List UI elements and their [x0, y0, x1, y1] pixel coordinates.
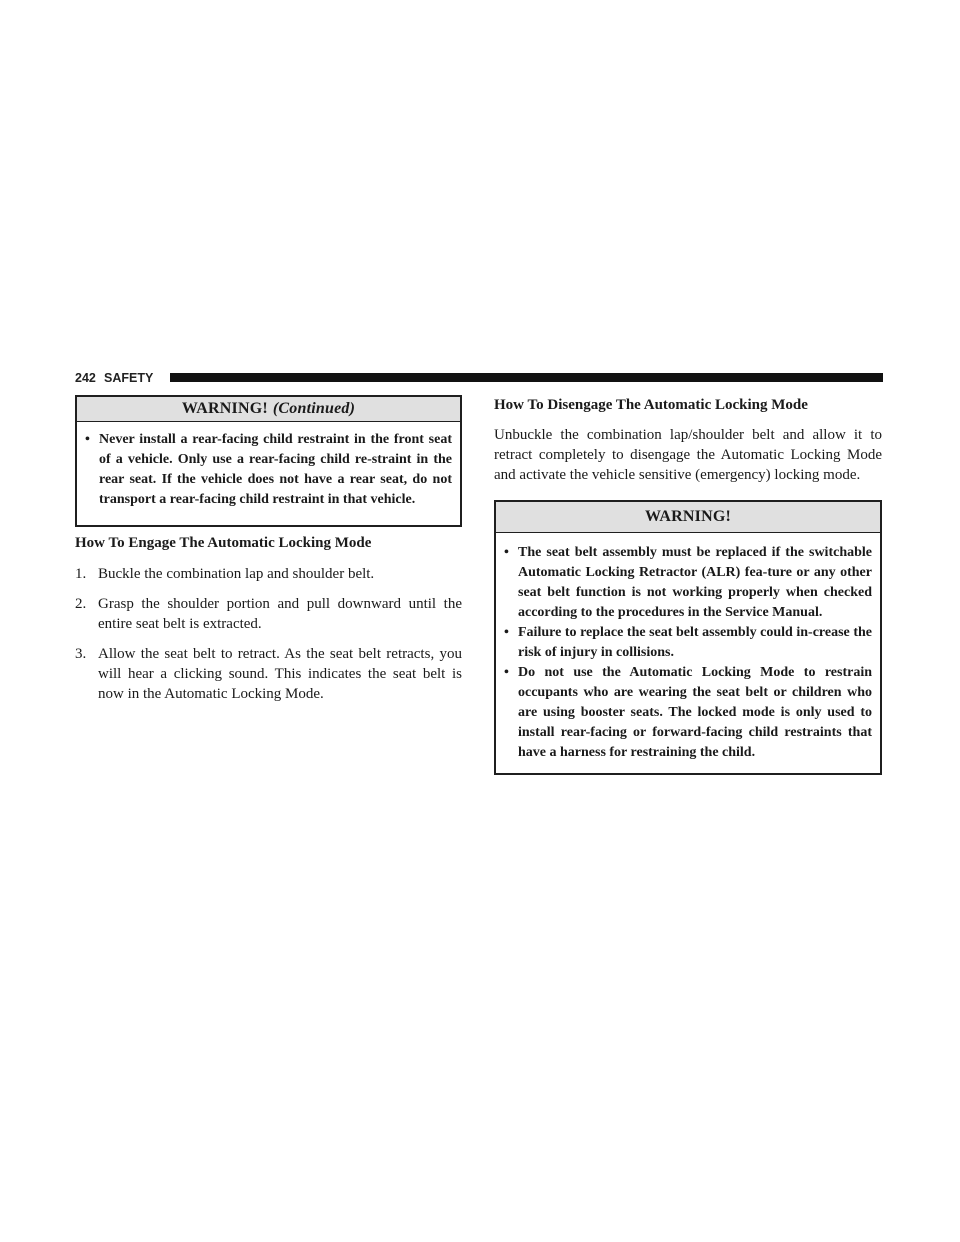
warning-list — [77, 422, 460, 520]
warning-box-continued — [75, 395, 462, 527]
warning-title: WARNING! — [496, 502, 880, 533]
step-number: 1. — [75, 566, 87, 582]
step-number: 3. — [75, 646, 87, 662]
step-text: Buckle the combination lap and shoulder belt. — [98, 566, 375, 582]
section-title: SAFETY — [104, 371, 154, 385]
header-rule — [170, 373, 883, 382]
page-number: 242 — [75, 371, 96, 385]
step-item — [75, 594, 462, 634]
warning-title — [77, 397, 460, 422]
warning-bullet: • Failure to replace the seat belt assembly could in-crease the risk of injury in collisions. — [504, 623, 872, 663]
page-header — [75, 370, 883, 386]
left-column — [75, 395, 462, 714]
warning-list — [496, 533, 880, 773]
warning-box — [494, 500, 882, 775]
engage-steps — [75, 564, 462, 704]
warning-bullet: • Never install a rear-facing child restraint in the front seat of a vehicle. Only use a rear-facing child re-straint in the rear seat. If the vehicle does not have a rear seat, do not transport a rear-facing child restraint in that vehicle. — [85, 430, 452, 510]
step-text: Grasp the shoulder portion and pull downward until the entire seat belt is extracted. — [98, 596, 462, 632]
step-item — [75, 644, 462, 704]
warning-continued: (Continued) — [272, 400, 356, 417]
disengage-paragraph: Unbuckle the combination lap/shoulder belt and allow it to retract completely to disengage the Automatic Locking Mode and activate the vehicle sensitive (emergency) locking mode. — [494, 427, 882, 483]
warning-bullet: • The seat belt assembly must be replaced if the switchable Automatic Locking Retractor (ALR) fea-ture or any other seat belt function is not working properly when checked according to the procedures in the Service Manual. — [504, 543, 872, 623]
step-number: 2. — [75, 596, 87, 612]
step-item — [75, 564, 462, 584]
disengage-heading: How To Disengage The Automatic Locking Mode — [494, 397, 808, 413]
warning-bullet: • Do not use the Automatic Locking Mode to restrain occupants who are wearing the seat belt or children who are using booster seats. The locked mode is only used to install rear-facing or forward-facing child restraints that have a harness for restraining the child. — [504, 663, 872, 763]
step-text: Allow the seat belt to retract. As the seat belt retracts, you will hear a clicking sound. This indicates the seat belt is now in the Automatic Locking Mode. — [98, 646, 462, 702]
warning-title-text: WARNING! — [181, 400, 268, 417]
right-column — [494, 395, 882, 775]
engage-heading: How To Engage The Automatic Locking Mode — [75, 535, 372, 551]
